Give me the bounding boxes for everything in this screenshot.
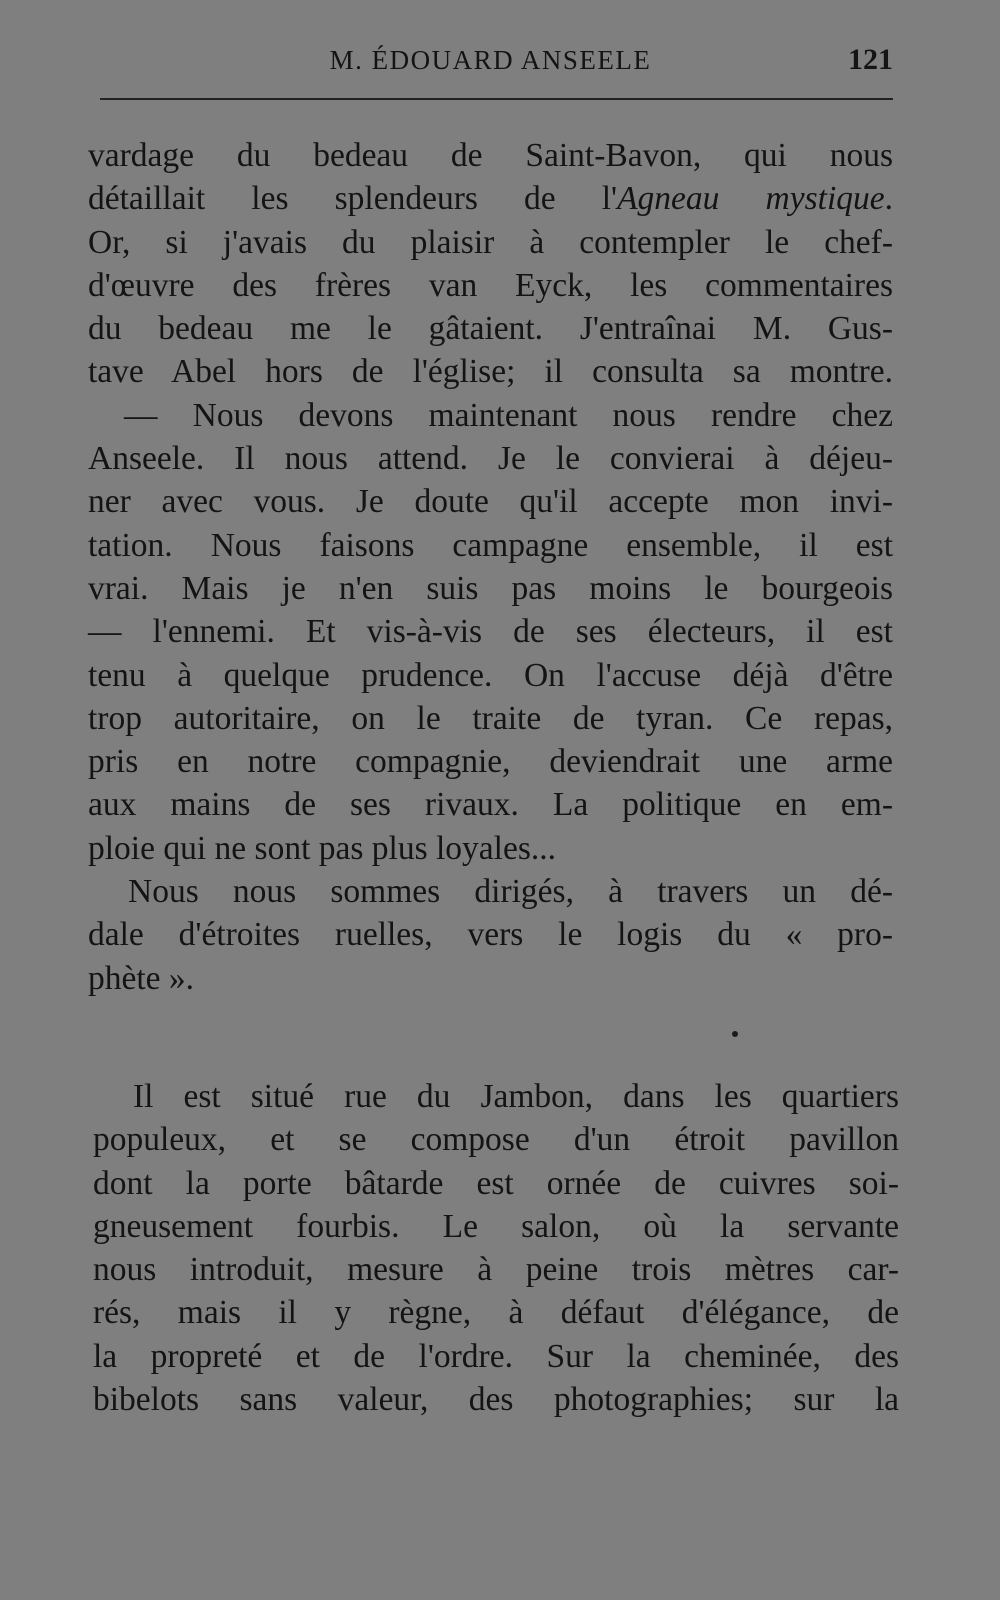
text-line: tave Abel hors de l'église; il consulta sa montre.: [88, 353, 893, 391]
text-fragment: .: [884, 180, 893, 218]
running-head: [88, 40, 893, 80]
text-line: dont la porte bâtarde est ornée de cuivres soi-: [93, 1164, 899, 1202]
text-line: tation. Nous faisons campagne ensemble, il est: [88, 526, 893, 564]
text-line: ner avec vous. Je doute qu'il accepte mon invi-: [88, 483, 893, 521]
italic-title: Agneau mystique: [617, 180, 885, 218]
text-line: du bedeau me le gâtaient. J'entraînai M. Gus-: [88, 310, 893, 348]
text-line: Anseele. Il nous attend. Je le convierai à déjeu-: [88, 440, 893, 478]
text-fragment: détaillait les splendeurs de l': [88, 180, 618, 218]
text-line: d'œuvre des frères van Eyck, les commentaires: [88, 266, 893, 304]
text-line: trop autoritaire, on le traite de tyran. Ce repas,: [88, 699, 893, 737]
text-line: gneusement fourbis. Le salon, où la servante: [93, 1207, 899, 1245]
text-line: vardage du bedeau de Saint-Bavon, qui nous: [88, 137, 893, 174]
text-line: phète ».: [88, 959, 195, 997]
text-line: ploie qui ne sont pas plus loyales...: [88, 829, 557, 867]
text-line: Nous nous sommes dirigés, à travers un dé-: [128, 873, 893, 911]
text-block-upper: [88, 134, 893, 1000]
text-line: dale d'étroites ruelles, vers le logis du « pro-: [88, 916, 893, 954]
text-line: vrai. Mais je n'en suis pas moins le bourgeois: [88, 569, 893, 607]
text-line: — Nous devons maintenant nous rendre chez: [124, 396, 893, 434]
page-number: 121: [848, 43, 893, 76]
text-line: rés, mais il y règne, à défaut d'élégance, de: [93, 1294, 899, 1332]
text-line: Il est situé rue du Jambon, dans les quartiers: [133, 1078, 899, 1115]
text-line: nous introduit, mesure à peine trois mètres car-: [93, 1251, 899, 1289]
header-rule: [100, 98, 893, 100]
text-block-lower: [93, 1075, 899, 1421]
section-dot: [732, 1031, 738, 1037]
text-line: [88, 177, 893, 220]
text-line: populeux, et se compose d'un étroit pavillon: [93, 1121, 899, 1159]
text-line: bibelots sans valeur, des photographies; sur la: [93, 1381, 899, 1419]
text-line: — l'ennemi. Et vis-à-vis de ses électeurs, il est: [88, 613, 893, 651]
text-line: la propreté et de l'ordre. Sur la cheminée, des: [93, 1337, 899, 1375]
text-line: pris en notre compagnie, deviendrait une arme: [88, 743, 893, 781]
text-line: aux mains de ses rivaux. La politique en em-: [88, 786, 893, 824]
running-title: M. ÉDOUARD ANSEELE: [329, 45, 652, 75]
text-line: tenu à quelque prudence. On l'accuse déjà d'être: [88, 656, 893, 694]
text-line: Or, si j'avais du plaisir à contempler le chef-: [88, 223, 893, 261]
